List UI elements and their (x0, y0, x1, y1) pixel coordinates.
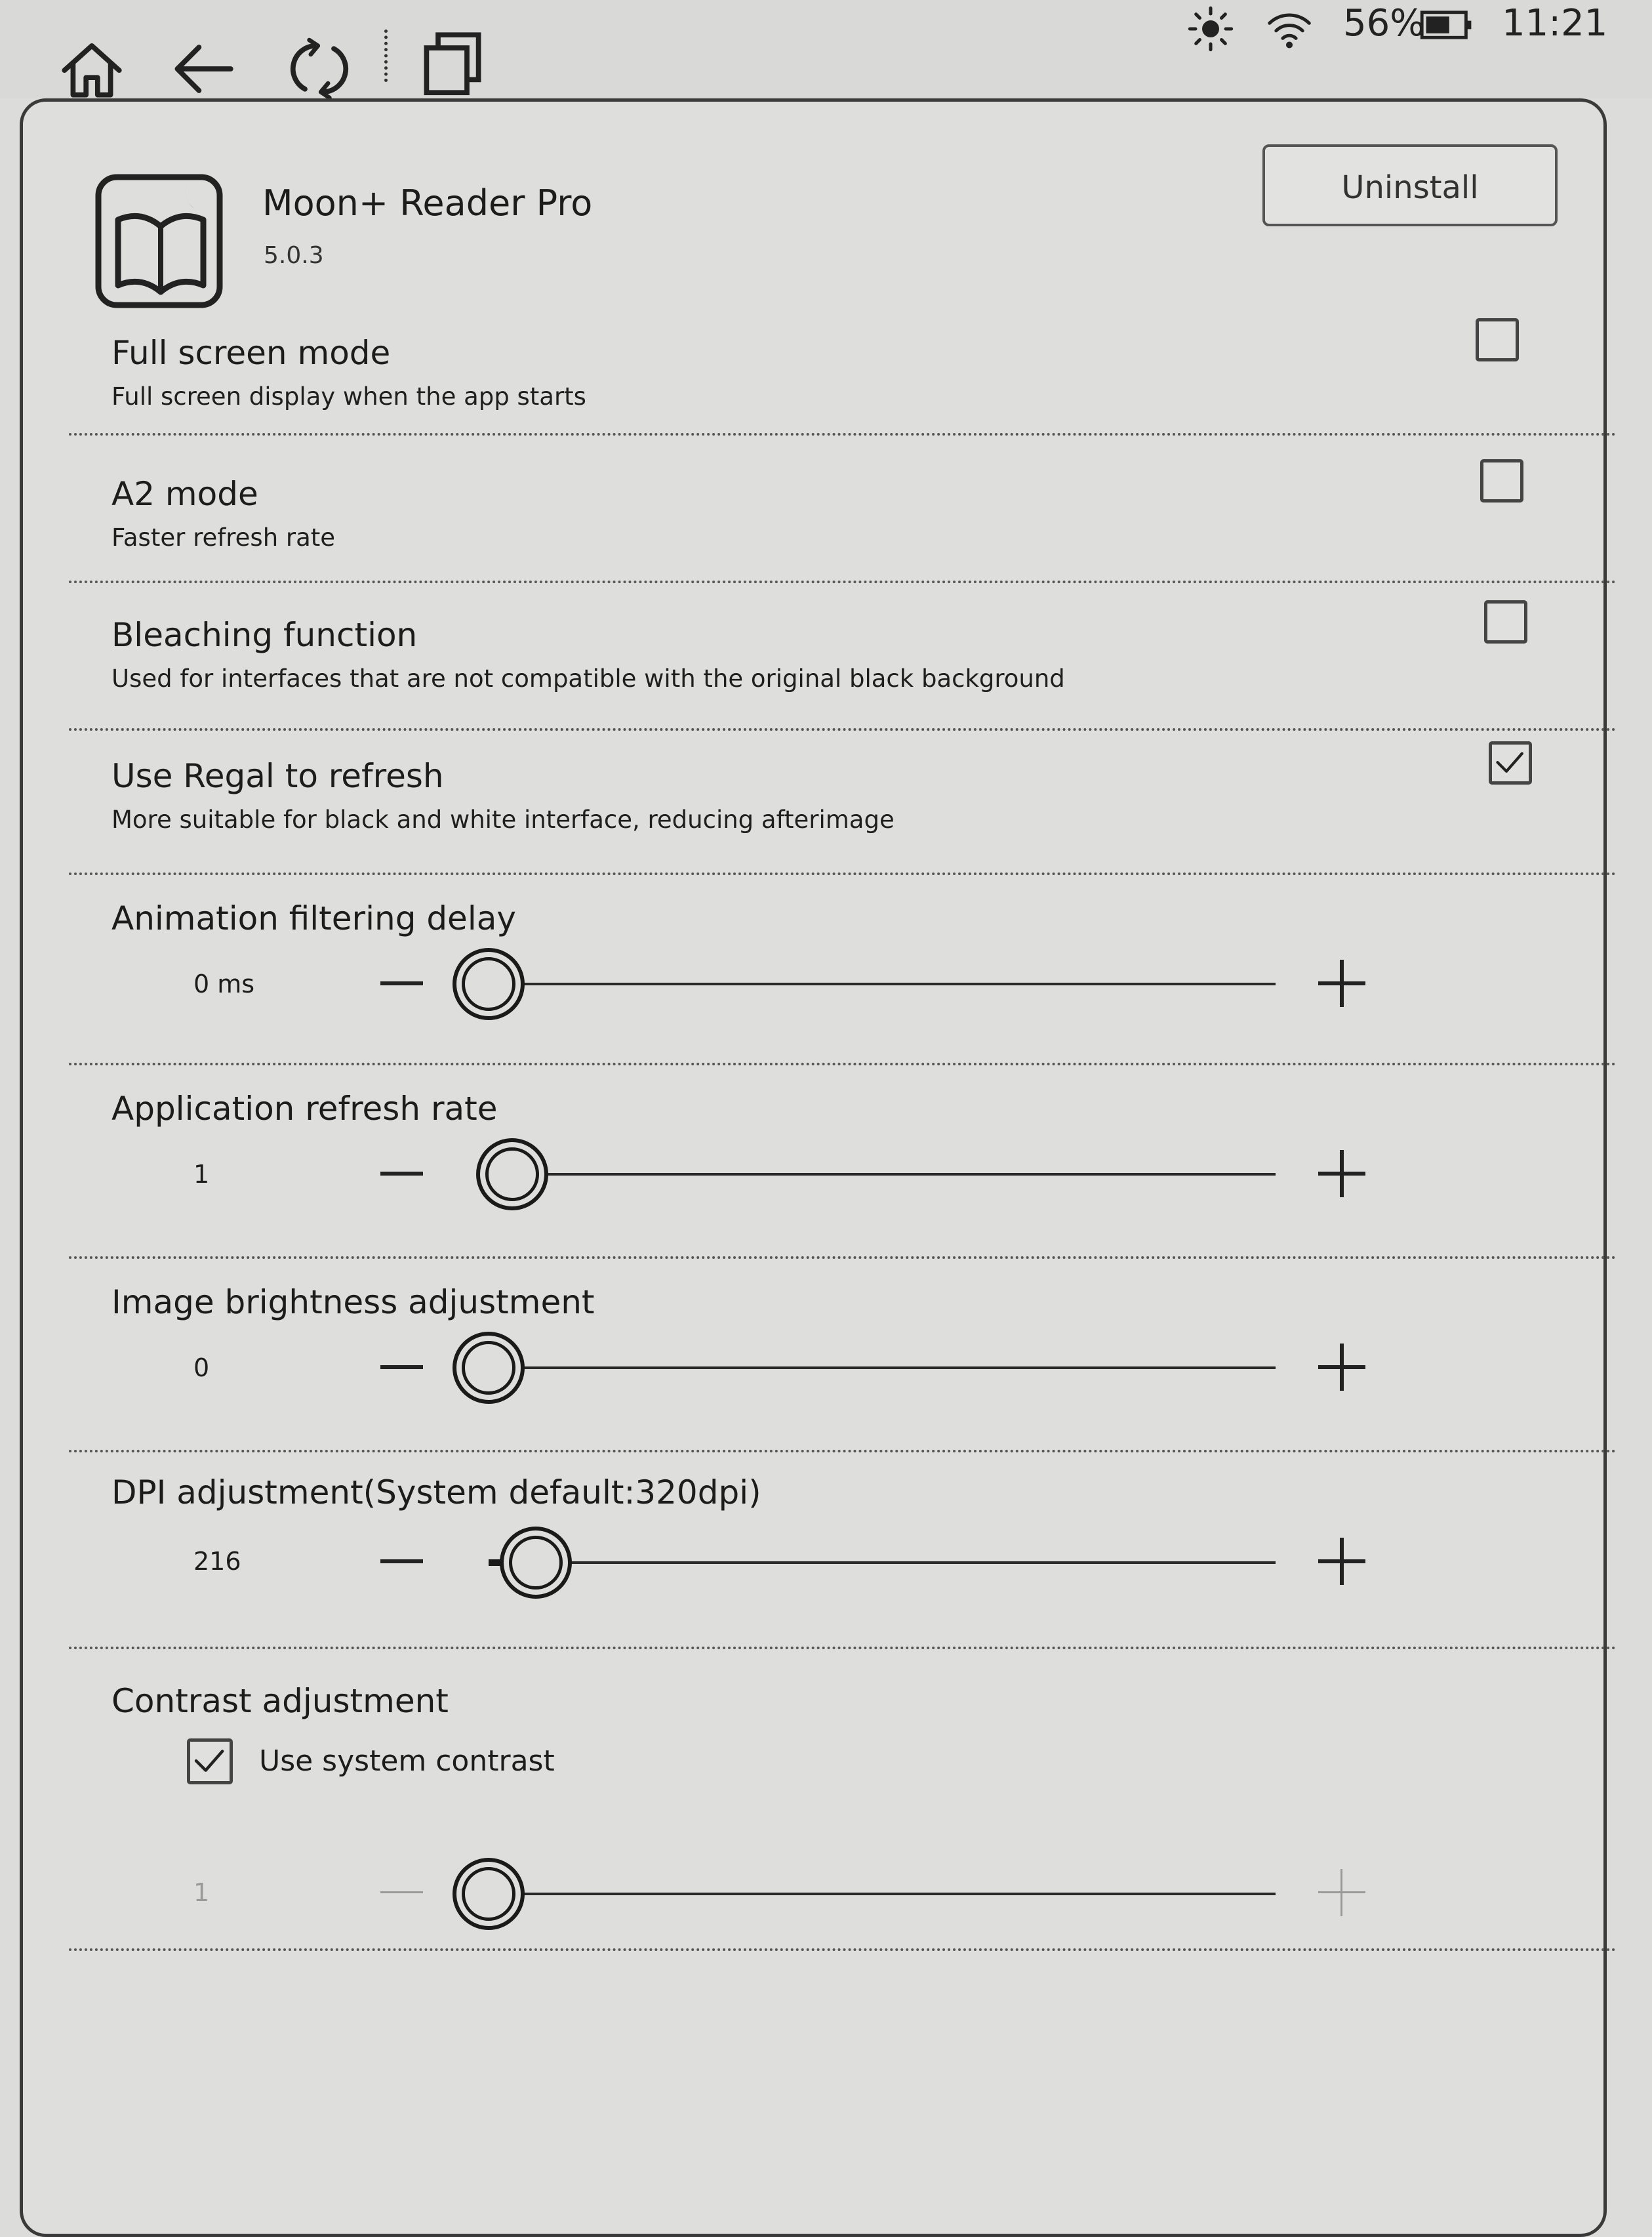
row-divider (69, 433, 1617, 436)
setting-row-dpi (49, 1456, 1617, 1653)
increase-button[interactable] (1318, 1344, 1365, 1391)
slider-value: 1 (193, 1878, 210, 1907)
increase-button[interactable] (1318, 1538, 1365, 1585)
setting-title: A2 mode (111, 475, 258, 513)
decrease-button[interactable] (380, 964, 423, 1003)
battery-percent: 56% (1343, 2, 1425, 45)
setting-description: More suitable for black and white interface, reducing afterimage (111, 806, 895, 834)
slider-value: 216 (193, 1547, 241, 1576)
app-settings-panel (20, 98, 1607, 2237)
brightness-icon (1186, 5, 1236, 52)
row-divider (69, 1256, 1617, 1259)
slider-track (489, 1893, 1276, 1895)
back-icon[interactable] (167, 33, 239, 105)
use-system-contrast-checkbox[interactable] (187, 1738, 233, 1784)
slider-value: 0 (193, 1353, 210, 1382)
setting-title: Bleaching function (111, 616, 418, 654)
a2-mode-checkbox[interactable] (1480, 459, 1523, 503)
slider-track[interactable] (489, 1173, 1276, 1176)
row-divider (69, 581, 1617, 583)
slider-track[interactable] (489, 983, 1276, 985)
setting-title: Application refresh rate (111, 1090, 498, 1128)
setting-row-bleaching[interactable] (49, 600, 1617, 741)
setting-row-image-brightness (49, 1266, 1617, 1456)
decrease-button (380, 1873, 423, 1912)
setting-description: Used for interfaces that are not compatible with the original black background (111, 665, 1065, 693)
setting-description: Full screen display when the app starts (111, 382, 586, 411)
slider-thumb (453, 1858, 525, 1930)
setting-row-animation-delay (49, 882, 1617, 1073)
row-divider (69, 1647, 1617, 1649)
decrease-button[interactable] (380, 1542, 423, 1581)
wifi-icon (1262, 5, 1316, 52)
bleaching-checkbox[interactable] (1484, 600, 1527, 644)
setting-description: Faster refresh rate (111, 523, 336, 552)
slider-thumb[interactable] (453, 948, 525, 1020)
row-divider (69, 872, 1617, 875)
regal-refresh-checkbox[interactable] (1489, 741, 1532, 785)
setting-row-refresh-rate (49, 1073, 1617, 1263)
increase-button (1318, 1869, 1365, 1916)
setting-row-regal-refresh[interactable] (49, 741, 1617, 882)
app-name: Moon+ Reader Pro (262, 182, 593, 224)
setting-row-contrast (49, 1653, 1617, 1961)
recent-apps-icon[interactable] (416, 26, 489, 98)
row-divider (69, 1450, 1617, 1452)
setting-title: Contrast adjustment (111, 1682, 449, 1720)
increase-button[interactable] (1318, 960, 1365, 1007)
uninstall-button[interactable]: Uninstall (1262, 144, 1558, 226)
system-bar (0, 0, 1652, 98)
battery-icon (1420, 8, 1472, 42)
home-icon[interactable] (56, 33, 128, 105)
slider-thumb[interactable] (453, 1332, 525, 1404)
refresh-icon[interactable] (283, 33, 355, 105)
use-system-contrast-label[interactable]: Use system contrast (259, 1744, 555, 1778)
moon-reader-icon (92, 164, 249, 312)
checkmark-icon (1492, 745, 1529, 781)
setting-title: DPI adjustment(System default:320dpi) (111, 1473, 761, 1511)
setting-row-a2-mode[interactable] (49, 459, 1617, 597)
checkmark-icon (190, 1742, 230, 1781)
slider-track[interactable] (489, 1366, 1276, 1369)
setting-row-full-screen[interactable] (49, 318, 1617, 443)
clock: 11:21 (1502, 2, 1608, 45)
slider-thumb[interactable] (500, 1527, 572, 1599)
setting-title: Animation filtering delay (111, 899, 516, 937)
app-version: 5.0.3 (264, 242, 324, 269)
increase-button[interactable] (1318, 1150, 1365, 1197)
slider-track[interactable] (489, 1561, 1276, 1564)
setting-title: Use Regal to refresh (111, 757, 444, 795)
decrease-button[interactable] (380, 1154, 423, 1193)
slider-value: 0 ms (193, 970, 255, 998)
setting-title: Image brightness adjustment (111, 1283, 595, 1321)
row-divider (69, 1948, 1617, 1951)
setting-title: Full screen mode (111, 334, 391, 372)
full-screen-checkbox[interactable] (1476, 318, 1519, 361)
row-divider (69, 728, 1617, 731)
row-divider (69, 1063, 1617, 1065)
slider-value: 1 (193, 1160, 210, 1189)
nav-divider (384, 30, 388, 82)
slider-thumb[interactable] (476, 1138, 548, 1210)
decrease-button[interactable] (380, 1347, 423, 1387)
